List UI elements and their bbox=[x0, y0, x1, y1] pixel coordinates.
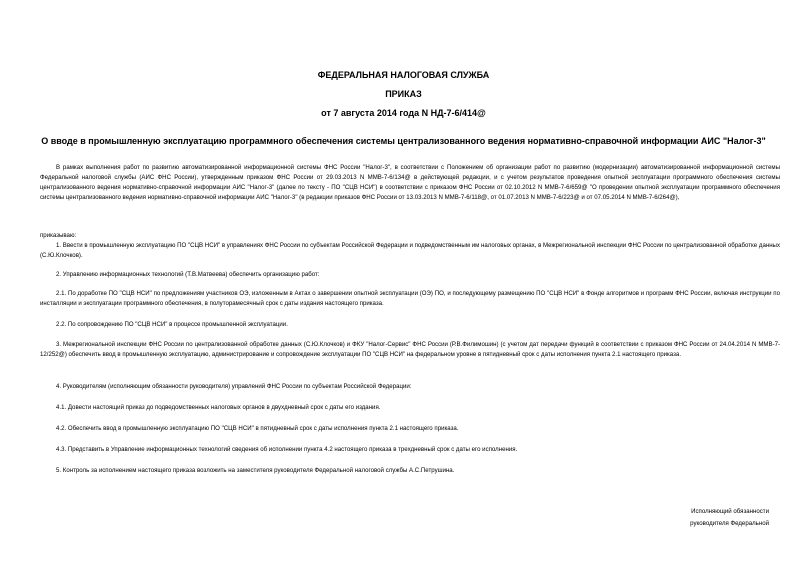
signature-line-1: Исполняющий обязанности bbox=[691, 508, 769, 515]
item-4-2: 4.2. Обеспечить ввод в промышленную эксплуатацию ПО "СЦВ НСИ" в пятидневный срок с даты исполнения пункта 2.1 настоящего приказа. bbox=[56, 425, 459, 432]
item-2-2: 2.2. По сопровождению ПО "СЦВ НСИ" в процессе промышленной эксплуатации. bbox=[56, 321, 288, 328]
item-2: 2. Управлению информационных технологий (Т.В.Матвеева) обеспечить организацию работ: bbox=[56, 271, 320, 278]
document-date-number: от 7 августа 2014 года N НД-7-6/414@ bbox=[321, 108, 486, 118]
item-3: 3. Межрегиональной инспекции ФНС России по централизованной обработке данных (С.Ю.Клочков) и ФКУ "Налог-Сервис" ФНС России (Р.В.Филимошин) (с учетом дат передачи функций в соответствии с приказом ФНС России от 24.04.2014 N ММВ-7-12/252@) обеспечить ввод в промышленную эксплуатацию, администрирование и сопровождение эксплуатации ПО "СЦВ НСИ" на федеральном уровне в пятидневный срок с даты исполнения пункта 2.1 настоящего приказа. bbox=[40, 341, 780, 358]
item-4: 4. Руководителям (исполняющим обязанности руководителя) управлений ФНС России по субъектам Российской Федерации: bbox=[56, 383, 412, 390]
item-1: 1. Ввести в промышленную эксплуатацию ПО "СЦВ НСИ" в управлениях ФНС России по субъектам Российской Федерации и подведомственным им налоговых органах, в Межрегиональной инспекции ФНС России по централизованной обработке данных (С.Ю.Клочков). bbox=[40, 242, 780, 259]
item-2-1: 2.1. По доработке ПО "СЦВ НСИ" по предложениям участников ОЭ, изложенным в Актах о завершении опытной эксплуатации (ОЭ) ПО, и последующему размещению ПО "СЦВ НСИ" в Фонде алгоритмов и программ ФНС России, включая инструкции по инсталляции и эксплуатации программного обеспечения, в полуторамесячный срок с даты издания настоящего приказа. bbox=[40, 290, 780, 307]
order-word: приказываю: bbox=[40, 232, 77, 239]
item-5: 5. Контроль за исполнением настоящего приказа возложить на заместителя руководителя Федеральной налоговой службы А.С.Петрушина. bbox=[56, 467, 455, 474]
agency-name: ФЕДЕРАЛЬНАЯ НАЛОГОВАЯ СЛУЖБА bbox=[317, 70, 490, 80]
item-4-3: 4.3. Представить в Управление информационных технологий сведения об исполнении пункта 4.2 настоящего приказа в трехдневный срок с даты его исполнения. bbox=[56, 446, 518, 453]
item-4-1: 4.1. Довести настоящий приказ до подведомственных налоговых органов в двухдневный срок с даты его издания. bbox=[56, 404, 381, 411]
preamble-paragraph: В рамках выполнения работ по развитию автоматизированной информационной системы ФНС России "Налог-3", в соответствии с Положением об организации работ по развитию (модернизации) автоматизированной информационной системы Федеральной налоговой службы (АИС ФНС России), утвержденным приказом ФНС России от 29.03.2013 N ММВ-7-6/134@ в действующей редакции, и с учетом результатов проведения опытной эксплуатации программного обеспечения системы централизованного ведения нормативно-справочной информации АИС "Налог-3" (далее по тексту - ПО "СЦВ НСИ") в соответствии с приказом ФНС России от 02.10.2012 N ММВ-7-6/659@ "О проведении опытной эксплуатации программного обеспечения системы централизованного ведения нормативно-справочной информации АИС "Налог-3" (в редакции приказов ФНС России от 13.03.2013 N ММВ-7-6/118@, от 01.07.2013 N ММВ-7-6/223@ и от 07.05.2014 N ММВ-7-6/264@), bbox=[40, 164, 780, 201]
signature-line-2: руководителя Федеральной bbox=[690, 520, 769, 527]
document-title: О вводе в промышленную эксплуатацию программного обеспечения системы централизованного ведения нормативно-справочной информации АИС "Налог-3" bbox=[41, 136, 766, 146]
document-type: ПРИКАЗ bbox=[385, 89, 422, 99]
